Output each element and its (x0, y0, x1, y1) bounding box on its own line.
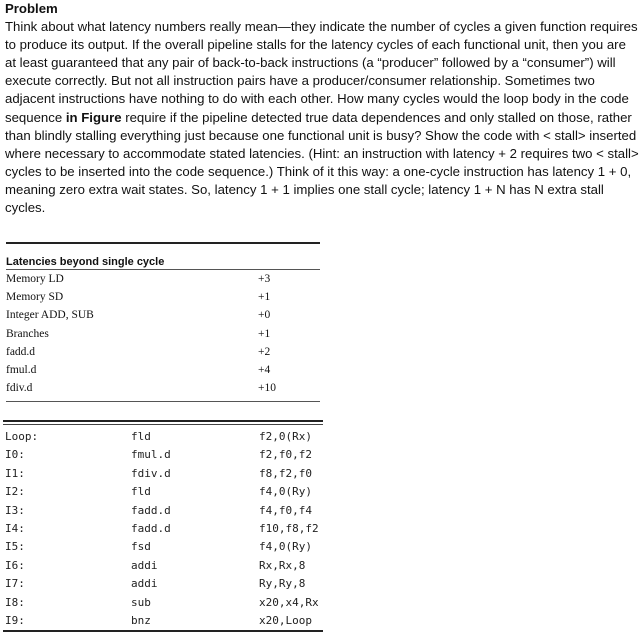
latency-instruction-name: Branches (6, 327, 49, 340)
code-opcode: addi (131, 577, 158, 591)
code-operands: f4,0(Ry) (259, 485, 312, 499)
code-row (3, 538, 323, 556)
code-operands: x20,Loop (259, 612, 323, 631)
code-row (3, 502, 323, 520)
latency-value: +0 (258, 309, 271, 322)
problem-body (5, 18, 639, 217)
problem-text-part1: Think about what latency numbers really mean—they indicate the number of cycles a given function requires to produce its output. If the overall pipeline stalls for the latency cycles of each functional unit, then you are at least guaranteed that any pair of back-to-back instructions (a “producer” followed by a “consumer”) will execute correctly. But not all instruction pairs have a producer/consumer relationship. Sometimes two adjacent instructions have nothing to do with each other. How many cycles would the loop body in the code sequence (5, 19, 638, 125)
code-label: I1: (5, 466, 25, 480)
latency-instruction-name: fadd.d (6, 345, 36, 358)
code-operands: f8,f2,f0 (259, 466, 312, 480)
latency-value: +2 (258, 345, 271, 358)
code-operands: x20,x4,Rx (259, 595, 319, 609)
latency-table-body (6, 270, 320, 397)
code-row (3, 575, 323, 593)
latency-value: +10 (258, 382, 276, 395)
code-operands: f2,0(Rx) (259, 430, 312, 443)
code-opcode: fld (131, 485, 151, 499)
problem-text-part2: require if the pipeline detected true data dependences and only stalled on those, rather than blindly stalling everything just because one functional unit is busy? Show the code with < stall> inserted where necessary to accommodate stated latencies. (Hint: an instruction with latency + 2 requires two < stall> cycles to be inserted into the code sequence.) Think of it this way: a one-cycle instruction has latency 1 + 0, meaning zero extra wait states. So, latency 1 + 1 implies one stall cycle; latency 1 + N has N extra stall cycles. (5, 109, 639, 216)
problem-figure-reference: in Figure (65, 109, 122, 125)
latency-table-header: Latencies beyond single cycle (6, 256, 165, 268)
latency-row (6, 306, 320, 324)
code-label: I9: (3, 612, 131, 631)
code-opcode: fadd.d (131, 503, 171, 517)
code-row (3, 612, 323, 631)
code-listing-top-rule-thin (3, 424, 323, 425)
code-operands: Ry,Ry,8 (259, 577, 306, 591)
code-listing (3, 420, 323, 632)
latency-row (6, 379, 320, 397)
code-operands: f10,f8,f2 (259, 522, 319, 536)
code-label: I6: (5, 558, 25, 572)
latency-row (6, 288, 320, 306)
code-row (3, 483, 323, 501)
code-opcode: fsd (131, 540, 151, 554)
latency-row (6, 343, 320, 361)
latency-instruction-name: Memory SD (6, 291, 64, 304)
latency-value: +1 (258, 327, 271, 340)
code-operands: Rx,Rx,8 (259, 558, 306, 572)
latency-table-bottom-rule (6, 401, 320, 402)
code-opcode: sub (131, 595, 151, 609)
code-row (3, 594, 323, 612)
latency-instruction-name: fdiv.d (6, 382, 33, 395)
latency-value: +1 (258, 291, 271, 304)
code-opcode: fadd.d (131, 522, 171, 536)
code-opcode: bnz (131, 612, 259, 631)
code-label: I4: (5, 522, 25, 536)
latency-value: +3 (258, 273, 271, 285)
code-operands: f4,f0,f4 (259, 503, 312, 517)
code-row (3, 465, 323, 483)
latency-table (6, 242, 320, 402)
latency-value: +4 (258, 364, 271, 377)
code-listing-table (3, 428, 323, 632)
code-operands: f2,f0,f2 (259, 448, 312, 462)
latency-instruction-name: Integer ADD, SUB (6, 309, 94, 322)
latency-row (6, 270, 320, 288)
code-label: I2: (5, 485, 25, 499)
code-label: I5: (5, 540, 25, 554)
problem-statement (5, 0, 639, 217)
code-label: I8: (5, 595, 25, 609)
code-listing-top-rule (3, 420, 323, 422)
code-operands: f4,0(Ry) (259, 540, 312, 554)
code-row (3, 557, 323, 575)
code-label: Loop: (5, 430, 39, 443)
code-opcode: addi (131, 558, 158, 572)
code-opcode: fdiv.d (131, 466, 171, 480)
latency-row (6, 361, 320, 379)
latency-instruction-name: fmul.d (6, 364, 37, 377)
code-row (3, 428, 323, 446)
problem-title: Problem (5, 1, 58, 16)
code-opcode: fmul.d (131, 448, 171, 462)
code-row (3, 520, 323, 538)
latency-table-top-rule (6, 242, 320, 244)
code-label: I0: (5, 448, 25, 462)
latency-instruction-name: Memory LD (6, 273, 64, 285)
code-opcode: fld (131, 430, 151, 443)
code-label: I3: (5, 503, 25, 517)
latency-row (6, 325, 320, 343)
code-label: I7: (5, 577, 25, 591)
code-row (3, 446, 323, 464)
